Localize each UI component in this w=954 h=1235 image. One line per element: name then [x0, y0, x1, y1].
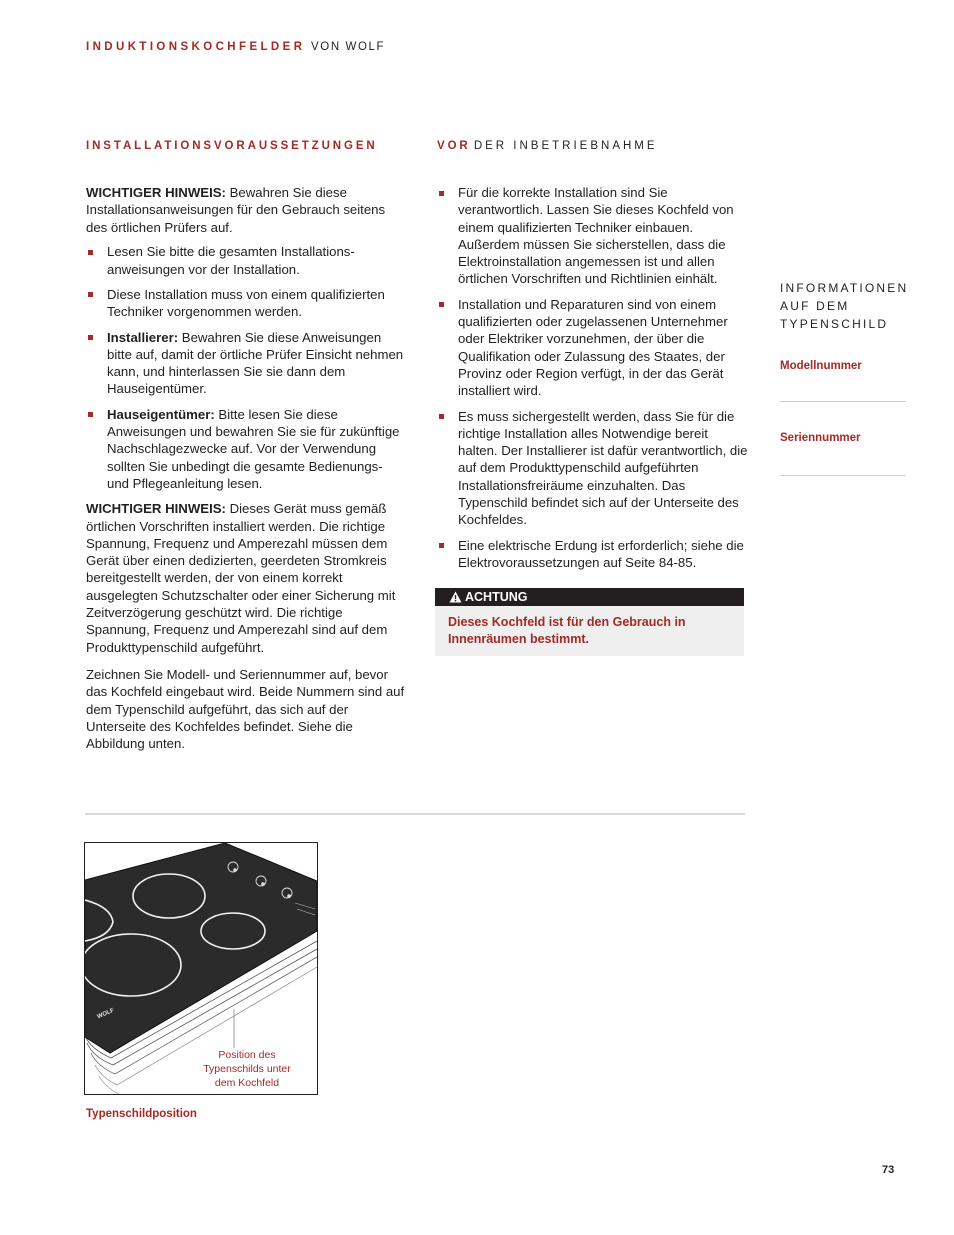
callout-line: Typenschilds unter	[203, 1063, 291, 1075]
callout-line: Position des	[218, 1049, 276, 1061]
list-item	[437, 537, 749, 572]
right-column	[437, 184, 749, 579]
list-item	[86, 406, 408, 492]
section-title-left	[86, 140, 378, 152]
important-note-label: WICHTIGER HINWEIS:	[86, 501, 226, 517]
list-item-text: Für die korrekte Installation sind Sie verantwortlich. Lassen Sie dieses Kochfeld von einem qualifizierten Techniker einbauen. Außerdem müssen Sie sicherstellen, dass die Elektroinstallation angemessen ist und allen örtlichen Vorschriften und Richtlinien einhält.	[458, 185, 734, 287]
nameplate-callout	[179, 1048, 315, 1090]
bullet-icon	[439, 302, 444, 307]
list-item	[86, 243, 408, 278]
list-item	[86, 329, 408, 398]
list-item	[437, 184, 749, 288]
page-number: 73	[882, 1164, 895, 1176]
warning-triangle-icon	[449, 591, 462, 603]
list-item-text: Lesen Sie bitte die gesamten Installations-anweisungen vor der Installation.	[107, 244, 355, 277]
sidebar-title	[780, 279, 908, 333]
wolf-logo: WOLF	[96, 1007, 116, 1021]
header-brand: INDUKTIONSKOCHFELDER	[86, 41, 306, 53]
right-bullet-list	[437, 184, 749, 571]
sidebar-title-line: AUF DEM	[780, 299, 850, 313]
sidebar-field-model-number: Modellnummer	[780, 360, 862, 372]
warning-text: Dieses Kochfeld ist für den Gebrauch in Innenräumen bestimmt.	[448, 615, 686, 646]
section-divider	[85, 813, 745, 815]
page-header	[86, 41, 385, 53]
list-item-label: Hauseigentümer:	[107, 406, 215, 422]
list-item-text: Bitte lesen Sie diese Anweisungen und bewahren Sie sie für zukünftige Nachschlagezwecke auf. Vor der Verwendung sollten Sie unbedingt die gesamte Bedienungs- und Pflegeanleitung lesen.	[107, 406, 400, 491]
important-note-2	[86, 500, 408, 656]
record-numbers-paragraph: Zeichnen Sie Modell- und Seriennummer auf, bevor das Kochfeld eingebaut wird. Beide Nummern sind auf dem Typenschild aufgeführt, das sich auf der Unterseite des Kochfeldes befindet. Siehe die Abbildung unten.	[86, 666, 405, 752]
bullet-icon	[88, 292, 93, 297]
figure-caption: Typenschildposition	[86, 1108, 197, 1120]
section-title-right	[437, 140, 658, 152]
warning-header	[435, 588, 744, 606]
sidebar-title-line: INFORMATIONEN	[780, 281, 909, 295]
bullet-icon	[439, 543, 444, 548]
bullet-icon	[88, 335, 93, 340]
left-bullet-list	[86, 243, 408, 492]
important-note-label: WICHTIGER HINWEIS:	[86, 185, 226, 200]
important-note-text: Bewahren Sie diese Installationsanweisungen für den Gebrauch seitens des örtlichen Prüfers auf.	[86, 185, 386, 235]
warning-label: ACHTUNG	[465, 590, 528, 604]
list-item	[86, 286, 408, 321]
warning-box	[435, 588, 744, 656]
list-item-text: Bewahren Sie diese Anweisungen bitte auf, damit der örtliche Prüfer Einsicht nehmen kann, und hinterlassen Sie sie dann dem Hauseigentümer.	[107, 329, 404, 397]
list-item-text: Eine elektrische Erdung ist erforderlich; siehe die Elektrovoraussetzungen auf Seite 84-85.	[458, 537, 744, 570]
important-note-1	[86, 184, 408, 236]
bullet-icon	[88, 412, 93, 417]
sidebar-title-line: TYPENSCHILD	[780, 317, 889, 331]
header-rest: VON WOLF	[311, 41, 386, 53]
list-item	[437, 296, 749, 400]
bullet-icon	[88, 250, 93, 255]
list-item	[437, 408, 749, 529]
callout-line: dem Kochfeld	[214, 1077, 280, 1089]
left-title: INSTALLATIONSVORAUSSETZUNGEN	[86, 140, 378, 152]
list-item-label: Installierer:	[107, 329, 179, 345]
sidebar-field-serial-number: Seriennummer	[780, 432, 861, 444]
cooktop-illustration	[84, 842, 318, 1095]
important-note-text: Dieses Gerät muss gemäß örtlichen Vorschriften installiert werden. Die richtige Spannung, Frequenz und Amperezahl müssen dem Gerät über einen dedizierten, geerdeten Stromkreis bereitgestellt werden, der von einem korrekt ausgelegten Schutzschalter oder einer Sicherung mit Zeitverzögerung geschützt wird. Die richtige Spannung, Frequenz und Amperezahl sind auf dem Produkttypenschild aufgeführt.	[86, 501, 396, 655]
bullet-icon	[439, 414, 444, 419]
sidebar-divider	[780, 475, 906, 476]
bullet-icon	[439, 191, 444, 196]
right-title-rest: DER INBETRIEBNAHME	[473, 140, 658, 152]
list-item-text: Diese Installation muss von einem qualifizierten Techniker vorgenommen werden.	[107, 286, 385, 320]
sidebar-divider	[780, 401, 906, 402]
list-item-text: Installation und Reparaturen sind von einem qualifizierten oder zugelassenen Unternehmer oder Elektriker vorzunehmen, der über die Qualifikation oder Zulassung des Staates, der Provinz oder Region verfügt, in der das Gerät installiert wird.	[458, 296, 728, 399]
list-item-text: Es muss sichergestellt werden, dass Sie für die richtige Installation alles Notwendige bereit halten. Der Installierer ist dafür verantwortlich, die auf dem Produkttypenschild aufgeführten Installationsfreiräume einzuhalten. Das Typenschild befindet sich auf der Unterseite des Kochfeldes.	[458, 408, 748, 528]
right-title-red: VOR	[437, 140, 471, 152]
left-column	[86, 184, 408, 760]
